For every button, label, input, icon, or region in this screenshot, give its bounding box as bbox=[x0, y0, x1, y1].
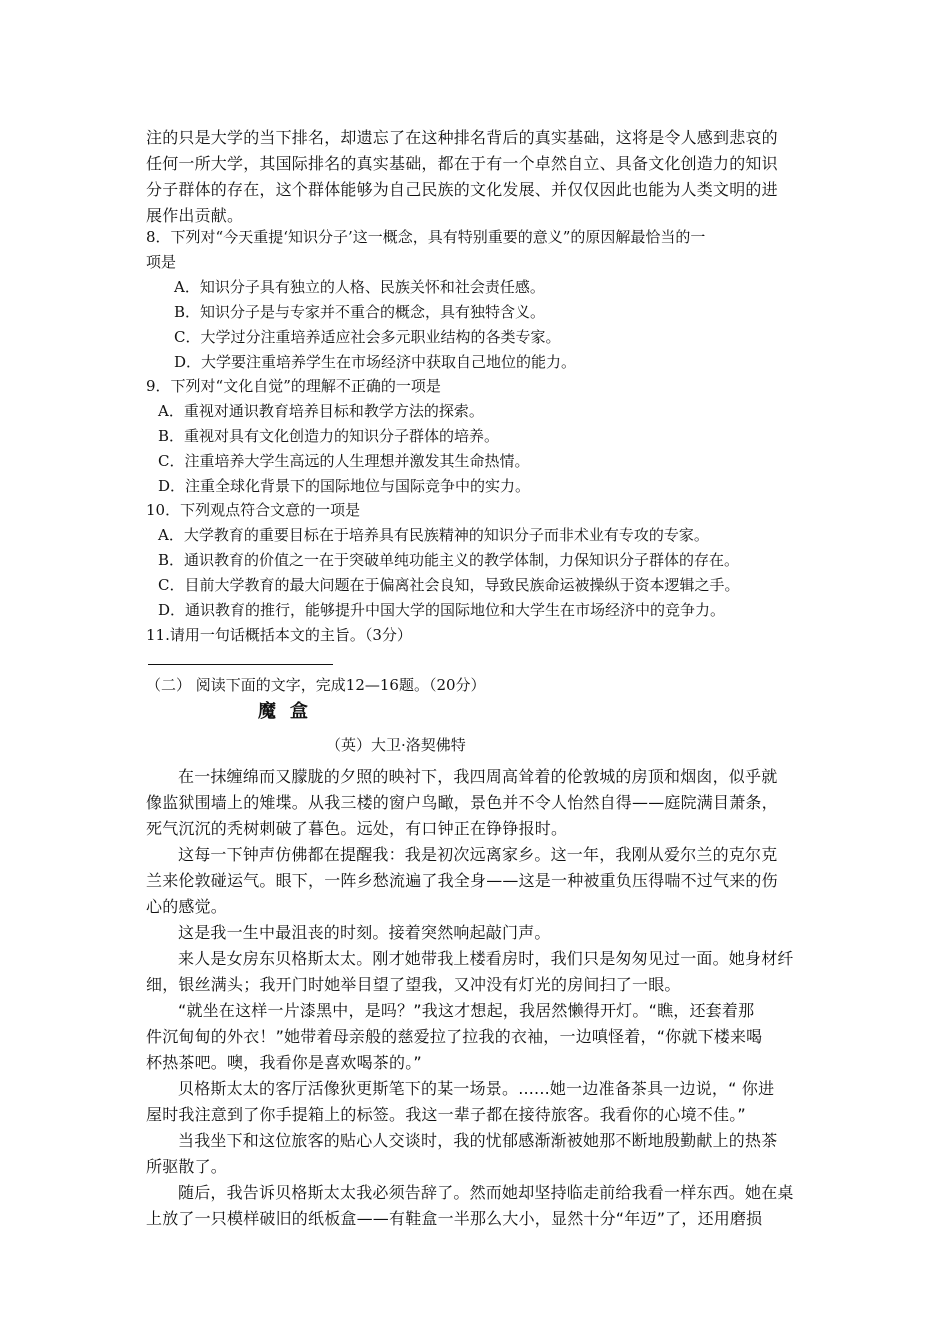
option-b: B．重视对具有文化创造力的知识分子群体的培养。 bbox=[158, 427, 500, 445]
question-stem: 项是 bbox=[146, 253, 177, 271]
question-stem: 11.请用一句话概括本文的主旨。（3分） bbox=[146, 626, 412, 644]
section-instruction: （二） 阅读下面的文字，完成12—16题。（20分） bbox=[146, 676, 486, 694]
option-b: B．通识教育的价值之一在于突破单纯功能主义的教学体制，力保知识分子群体的存在。 bbox=[158, 551, 740, 569]
story-author: （英）大卫·洛契佛特 bbox=[326, 736, 466, 754]
text-line: 这每一下钟声仿佛都在提醒我：我是初次远离家乡。这一年，我刚从爱尔兰的克尔克 bbox=[178, 845, 778, 864]
question-11 bbox=[146, 623, 814, 648]
text-line: 细，银丝满头；我开门时她举目望了望我，又冲没有灯光的房间扫了一眼。 bbox=[146, 975, 681, 994]
story-paragraph bbox=[146, 1076, 814, 1128]
text-line: 杯热茶吧。噢，我看你是喜欢喝茶的。” bbox=[146, 1053, 422, 1072]
question-8 bbox=[146, 225, 814, 375]
text-line: 任何一所大学，其国际排名的真实基础，都在于有一个卓然自立、具备文化创造力的知识 bbox=[146, 154, 778, 173]
text-line: 展作出贡献。 bbox=[146, 206, 244, 225]
text-line: 所驱散了。 bbox=[146, 1157, 228, 1176]
text-line: 像监狱围墙上的雉堞。从我三楼的窗户鸟瞰，景色并不令人怡然自得——庭院满目萧条， bbox=[146, 793, 778, 812]
question-9 bbox=[146, 374, 814, 499]
story-title: 魔盒 bbox=[258, 701, 322, 722]
option-d: D．注重全球化背景下的国际地位与国际竞争中的实力。 bbox=[158, 477, 531, 495]
question-stem: 8．下列对“今天重提‘知识分子’这一概念，具有特别重要的意义”的原因解最恰当的一 bbox=[146, 228, 706, 246]
section-heading bbox=[146, 673, 814, 698]
answer-line bbox=[148, 664, 333, 665]
story-paragraph bbox=[146, 1128, 814, 1180]
text-line: 当我坐下和这位旅客的贴心人交谈时，我的忧郁感渐渐被她那不断地殷勤献上的热茶 bbox=[178, 1131, 778, 1150]
option-d: D．大学要注重培养学生在市场经济中获取自己地位的能力。 bbox=[174, 353, 577, 371]
story-paragraph bbox=[146, 842, 814, 920]
option-d: D．通识教育的推行，能够提升中国大学的国际地位和大学生在市场经济中的竞争力。 bbox=[158, 601, 726, 619]
option-a: A．重视对通识教育培养目标和教学方法的探索。 bbox=[158, 402, 484, 420]
story-body bbox=[146, 764, 814, 1232]
text-line: “就坐在这样一片漆黑中，是吗？”我这才想起，我居然懒得开灯。“瞧，还套着那 bbox=[178, 1001, 755, 1020]
question-10 bbox=[146, 498, 814, 623]
essay-tail bbox=[146, 125, 814, 229]
text-line: 死气沉沉的秃树刺破了暮色。远处，有口钟正在铮铮报时。 bbox=[146, 819, 568, 838]
text-line: 注的只是大学的当下排名，却遗忘了在这种排名背后的真实基础，这将是令人感到悲哀的 bbox=[146, 128, 778, 147]
text-line: 这是我一生中最沮丧的时刻。接着突然响起敲门声。 bbox=[178, 923, 551, 942]
text-line: 分子群体的存在，这个群体能够为自己民族的文化发展、并仅仅因此也能为人类文明的进 bbox=[146, 180, 778, 199]
text-line: 在一抹缠绵而又朦胧的夕照的映衬下，我四周高耸着的伦敦城的房顶和烟囱，似乎就 bbox=[178, 767, 778, 786]
option-a: A．知识分子具有独立的人格、民族关怀和社会责任感。 bbox=[174, 278, 545, 296]
text-line: 来人是女房东贝格斯太太。刚才她带我上楼看房时，我们只是匆匆见过一面。她身材纤 bbox=[178, 949, 794, 968]
story-paragraph bbox=[146, 946, 814, 998]
story-paragraph bbox=[146, 1180, 814, 1232]
story-paragraph bbox=[146, 764, 814, 842]
text-line: 心的感觉。 bbox=[146, 897, 228, 916]
story-paragraph bbox=[146, 920, 814, 946]
option-a: A．大学教育的重要目标在于培养具有民族精神的知识分子而非术业有专攻的专家。 bbox=[158, 526, 709, 544]
option-c: C．大学过分注重培养适应社会多元职业结构的各类专家。 bbox=[174, 328, 561, 346]
text-line: 贝格斯太太的客厅活像狄更斯笔下的某一场景。......她一边准备茶具一边说，“ 你进 bbox=[178, 1079, 775, 1098]
option-c: C．目前大学教育的最大问题在于偏离社会良知，导致民族命运被操纵于资本逻辑之手。 bbox=[158, 576, 740, 594]
question-stem: 9．下列对“文化自觉”的理解不正确的一项是 bbox=[146, 377, 441, 395]
text-line: 屋时我注意到了你手提箱上的标签。我这一辈子都在接待旅客。我看你的心境不佳。” bbox=[146, 1105, 746, 1124]
text-line: 随后，我告诉贝格斯太太我必须告辞了。然而她却坚持临走前给我看一样东西。她在桌 bbox=[178, 1183, 794, 1202]
text-line: 件沉甸甸的外衣！”她带着母亲般的慈爱拉了拉我的衣袖，一边嗔怪着，“你就下楼来喝 bbox=[146, 1027, 763, 1046]
text-line: 上放了一只模样破旧的纸板盒——有鞋盒一半那么大小，显然十分“年迈”了，还用磨损 bbox=[146, 1209, 763, 1228]
text-line: 兰来伦敦碰运气。眼下，一阵乡愁流遍了我全身——这是一种被重负压得喘不过气来的伤 bbox=[146, 871, 778, 890]
option-b: B．知识分子是与专家并不重合的概念，具有独特含义。 bbox=[174, 303, 546, 321]
option-c: C．注重培养大学生高远的人生理想并激发其生命热情。 bbox=[158, 452, 530, 470]
question-stem: 10．下列观点符合文意的一项是 bbox=[146, 501, 361, 519]
story-paragraph bbox=[146, 998, 814, 1076]
